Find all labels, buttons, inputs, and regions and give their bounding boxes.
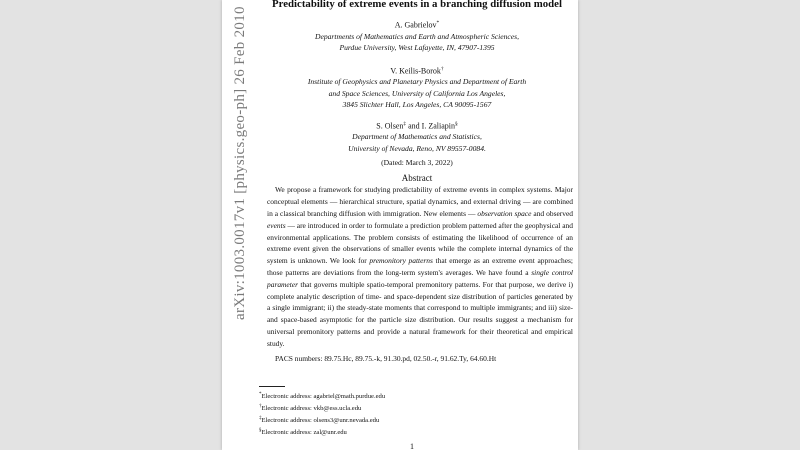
affiliation-line: Departments of Mathematics and Earth and Atmospheric Sciences, bbox=[314, 31, 519, 41]
footnote bbox=[259, 426, 575, 438]
author-name: V. Keilis-Borok bbox=[390, 66, 441, 76]
pacs-numbers: PACS numbers: 89.75.Hc, 89.75.-k, 91.30.pd, 02.50.-r, 91.62.Ty, 64.60.Ht bbox=[275, 353, 497, 363]
abstract-body bbox=[259, 184, 575, 349]
footnotes bbox=[259, 390, 575, 438]
affiliation-gabrielov bbox=[259, 31, 575, 54]
affiliation-keilis-borok bbox=[259, 76, 575, 111]
author-name: and I. Zaliapin bbox=[408, 121, 455, 131]
author-gabrielov bbox=[259, 18, 575, 31]
author-name: S. Olsen bbox=[376, 121, 404, 131]
footnote-mark: ‡ bbox=[259, 416, 262, 422]
author-name: A. Gabrielov bbox=[394, 20, 437, 30]
dated-line: (Dated: March 3, 2022) bbox=[381, 158, 453, 168]
abstract-heading: Abstract bbox=[401, 173, 433, 184]
paper-title: Predictability of extreme events in a branching diffusion model bbox=[272, 0, 562, 10]
footnote-text: Electronic address: olsens3@unr.nevada.edu bbox=[261, 417, 380, 425]
affiliation-line: Purdue University, West Lafayette, IN, 47907-1395 bbox=[339, 43, 495, 53]
author-olsen-zaliapin bbox=[259, 119, 575, 132]
page-number: 1 bbox=[410, 442, 414, 450]
footnote bbox=[259, 402, 575, 414]
footnote-text: Electronic address: zal@unr.edu bbox=[261, 429, 347, 437]
affiliation-olsen-zaliapin bbox=[259, 131, 575, 154]
footnote-mark: † bbox=[259, 404, 262, 410]
footnote-mark: § bbox=[259, 428, 262, 434]
footnote-text: Electronic address: agabriel@math.purdue.edu bbox=[261, 393, 386, 401]
author-mark: ‡ bbox=[403, 120, 407, 127]
footnote bbox=[259, 414, 575, 426]
affiliation-line: 3845 Slichter Hall, Los Angeles, CA 90095-1567 bbox=[342, 100, 492, 110]
footnote-rule bbox=[259, 386, 285, 387]
affiliation-line: University of Nevada, Reno, NV 89557-0084. bbox=[348, 143, 486, 153]
paper-page bbox=[222, 0, 578, 450]
author-mark: § bbox=[455, 120, 458, 127]
author-keilis-borok bbox=[259, 64, 575, 77]
page-content bbox=[259, 0, 575, 438]
affiliation-line: Institute of Geophysics and Planetary Physics and Department of Earth bbox=[307, 77, 527, 87]
abstract-text: We propose a framework for studying predictability of extreme events in complex systems. Major conceptual elements — hierarchical structure, spatial dynamics, and external driving — are combined in a classical branching diffusion with immigration. New elements — observation space and observed events — are introduced in order to formulate a prediction problem patterned after the geophysical and environmental applications. The problem consists of estimating the likelihood of occurrence of an extreme event given the observations of smaller events while the complete internal dynamics of the system is unknown. We look for premonitory patterns that emerge as an extreme event approaches; those patterns are deviations from the long-term system's averages. We have found a single control parameter that governs multiple spatio-temporal premonitory patterns. For that purpose, we derive i) complete analytic description of time- and space-dependent size distribution of particles generated by a single immigrant; ii) the steady-state moments that correspond to multiple immigrants; and iii) size- and space-based asymptotic for the particle size distribution. Our results suggest a mechanism for universal premonitory patterns and provide a natural framework for their theoretical and empirical study. bbox=[267, 185, 573, 348]
author-mark: † bbox=[440, 65, 444, 72]
arxiv-identifier: arXiv:1003.0017v1 [physics.geo-ph] 26 Feb 2010 bbox=[232, 6, 248, 320]
footnote-text: Electronic address: vkb@ess.ucla.edu bbox=[261, 405, 362, 413]
affiliation-line: Department of Mathematics and Statistics, bbox=[352, 132, 482, 142]
author-mark: * bbox=[436, 20, 440, 26]
footnote-mark: * bbox=[259, 392, 262, 398]
footnote bbox=[259, 390, 575, 402]
affiliation-line: and Space Sciences, University of California Los Angeles, bbox=[328, 88, 506, 98]
